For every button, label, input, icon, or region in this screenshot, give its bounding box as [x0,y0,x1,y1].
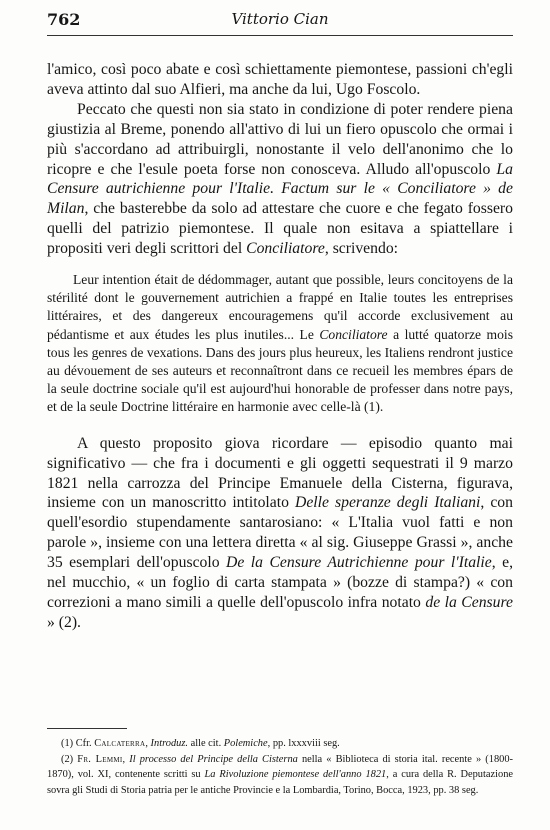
footnote-1-marker: (1) Cfr. [61,738,95,749]
paragraph-3-text-a: A questo proposito giova ricordare — episodio quanto mai significativo — che fra i documenti e gli oggetti sequestrati il 9 marzo 1821 nella carrozza del Principe Emanuele della Cisterna, figurava, insieme con un manoscritto intitolato [47,434,513,512]
paragraph-3-text-c: , e, nel mucchio, « un foglio di carta stampata » (bozze di stampa?) « con correzioni a mano simili a quelle dell'opuscolo infra notato [47,554,513,611]
footnotes [47,736,513,798]
footnote-1 [47,736,513,752]
paragraph-continuation [47,60,513,100]
paragraph-3-text-b: , con quell'esordio stupendamente santarosiano: « L'Italia vuol fatti e non parole », insieme con una lettera diretta « al sig. Giuseppe Grassi », anche 35 esemplari dell'opuscolo [47,494,513,572]
footnote-2-author: Fr. Lemmi [77,753,123,765]
pamphlet-title-2: De la Censure Autrichienne pour l'Italie [226,554,492,572]
paragraph-1-text: l'amico, così poco abate e così schiettamente piemontese, passioni ch'egli aveva attinto dal suo Alfieri, ma anche da lui, Ugo Foscolo. [47,61,513,98]
paragraph-3 [47,434,513,633]
pamphlet-short-title: de la Censure [425,593,513,611]
footnote-2 [47,752,513,799]
quote-journal-title: Conciliatore [319,326,388,342]
paragraph-2-text-c: , scrivendo: [324,240,399,258]
page-header [47,10,513,32]
footnote-rule [47,728,127,729]
footnote-2-imprint: , a cura della R. Deputazione sovra gli Studi di Storia patria per le antiche Provincie e la Lombardia, Torino, Bocca, 1923, pp. 38 seg. [47,769,513,796]
footnote-2-sep: , [122,753,130,765]
quote-paragraph [47,271,513,417]
paragraph-2 [47,100,513,259]
footnote-1-sep: , [145,738,151,749]
paragraph-2-text-b: , che basterebbe da solo ad attestare che cuore e che fegato fossero quelli del patrizio piemontese. Il quale non esitava a spiattellare i propositi veri degli scrittori del [47,200,513,258]
footnote-1-pages: , pp. lxxxviii seg. [267,738,340,749]
footnote-2-marker: (2) [61,753,78,765]
quote-text-a: Leur intention était de dédommager, autant que possible, leurs concitoyens de la stérilité dont le gouvernement autrichien a frappé en Italie toutes les entreprises littéraires, et des dangereux encouragemens qu'il accorde exclusivement au pédantisme et aux études les plus inutiles... Le [47,272,513,342]
footnote-2-volume-title: La Rivoluzione piemontese dell'anno 1821 [204,769,387,781]
paragraph-2-text-a: Peccato che questi non sia stato in condizione di poter rendere piena giustizia al Breme, ponendo all'attivo di lui un fiero opuscolo che ormai i più s'accordano ad attribuirgli, nonostante il velo dell'anonimo che lo ricopre e che l'esule poeta forse non conosceva. Alludo all'opuscolo [47,100,513,178]
main-text [47,60,513,633]
journal-title: Conciliatore [246,240,325,258]
page-number: 762 [47,10,81,29]
block-quote [47,271,513,417]
running-head: Vittorio Cian [231,10,329,28]
footnote-1-author: Calcaterra [94,738,146,749]
quote-text-b: a lutté quatorze mois tous les genres de vexations. Dans des jours plus heureux, les Italiens rendront justice au dévouement de ses auteurs et reconnaîtront dans ce recueil les membres épars de la seule doctrine sociale qu'il est aujourd'hui honorable de professer dans notre pays, et de la seule Doctrine littéraire en harmonie avec celle-là (1). [47,326,513,415]
footnote-1-work: Introduz. [150,738,188,749]
footnote-1-text: alle cit. [187,738,224,749]
footnote-2-work: Il processo del Principe della Cisterna [129,753,298,765]
footnote-2-text: nella « Biblioteca di storia ital. recente » (1800-1870), vol. XI, contenente scritti su [47,753,513,781]
manuscript-title: Delle speranze degli Italiani [295,494,481,512]
footnote-1-work-2: Polemiche [223,738,268,749]
header-rule [47,35,513,36]
paragraph-3-text-d: » (2). [47,613,81,631]
pamphlet-title: La Censure autrichienne pour l'Italie. Factum sur le « Conciliatore » de Milan [47,160,513,218]
